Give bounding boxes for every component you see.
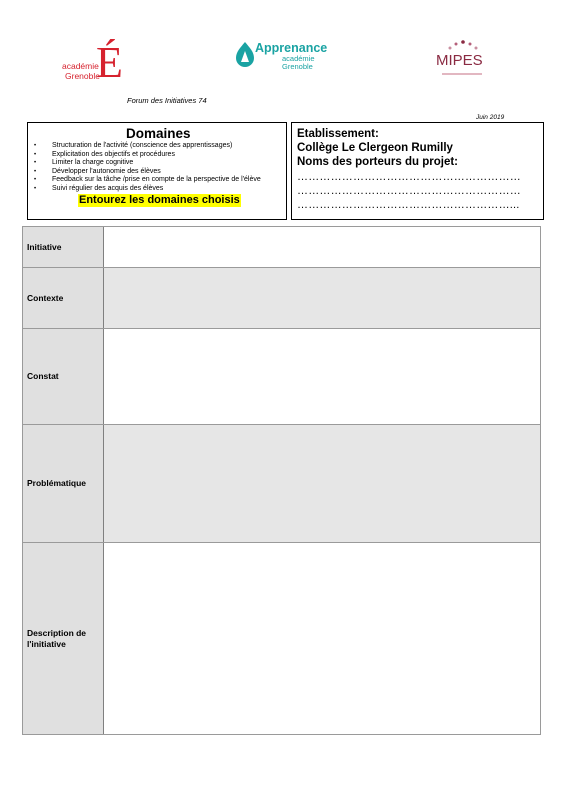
domaine-item[interactable]: • Suivi régulier des acquis des élèves <box>34 184 164 192</box>
row-label-description: Description de l'initiative <box>23 543 104 734</box>
field-constat[interactable] <box>104 329 540 424</box>
mipes-logo <box>430 38 496 88</box>
document-date: Juin 2019 <box>476 114 505 121</box>
apprenance-logo <box>234 40 334 76</box>
domaines-title: Domaines <box>126 126 191 141</box>
apprenance-drop-icon <box>234 40 256 70</box>
etablissement-label: Etablissement: <box>297 128 379 140</box>
porteurs-line[interactable]: …………………………………………………… <box>297 185 521 197</box>
domaines-list <box>34 142 261 194</box>
academie-grenoble-logo <box>54 34 126 90</box>
domaine-item[interactable]: • Feedback sur la tâche /prise en compte de la perspective de l'élève <box>34 176 261 184</box>
field-initiative[interactable] <box>104 227 540 267</box>
domaine-item[interactable]: • Structuration de l'activité (conscience des apprentissages) <box>34 142 233 149</box>
porteurs-label: Noms des porteurs du projet: <box>297 156 459 168</box>
row-problematique <box>23 425 540 543</box>
domaines-box <box>27 122 287 220</box>
field-description[interactable] <box>104 543 540 734</box>
domaine-item[interactable]: • Développer l'autonomie des élèves <box>34 167 161 175</box>
domaine-item[interactable]: • Explicitation des objectifs et procédures <box>34 150 175 158</box>
row-label-contexte: Contexte <box>23 268 104 328</box>
apprenance-line1: académie <box>282 54 315 63</box>
row-label-constat: Constat <box>23 329 104 424</box>
initiative-form-table <box>22 226 541 735</box>
field-problematique[interactable] <box>104 425 540 542</box>
porteurs-line[interactable]: …………………………………………………... <box>297 199 520 211</box>
logo-academie-line2: Grenoble <box>65 71 100 81</box>
row-label-problematique: Problématique <box>23 425 104 542</box>
college-name: Collège Le Clergeon Rumilly <box>297 142 453 154</box>
row-contexte <box>23 268 540 329</box>
field-contexte[interactable] <box>104 268 540 328</box>
row-description <box>23 543 540 734</box>
row-constat <box>23 329 540 425</box>
logo-academie-line1: académie <box>62 61 99 71</box>
mipes-title: MIPES <box>436 52 483 69</box>
row-initiative <box>23 227 540 268</box>
apprenance-title: Apprenance <box>255 41 328 55</box>
domaine-item[interactable]: • Limiter la charge cognitive <box>34 159 134 167</box>
apprenance-line2: Grenoble <box>282 62 313 71</box>
logo-academie-letter: É <box>96 38 123 87</box>
forum-title: Forum des Initiatives 74 <box>127 96 207 105</box>
domaines-instruction: Entourez les domaines choisis <box>79 194 240 206</box>
etablissement-box <box>291 122 544 220</box>
row-label-initiative: Initiative <box>23 227 104 267</box>
porteurs-line[interactable]: …………………………………………………… <box>297 171 521 183</box>
mipes-underline <box>442 73 482 75</box>
